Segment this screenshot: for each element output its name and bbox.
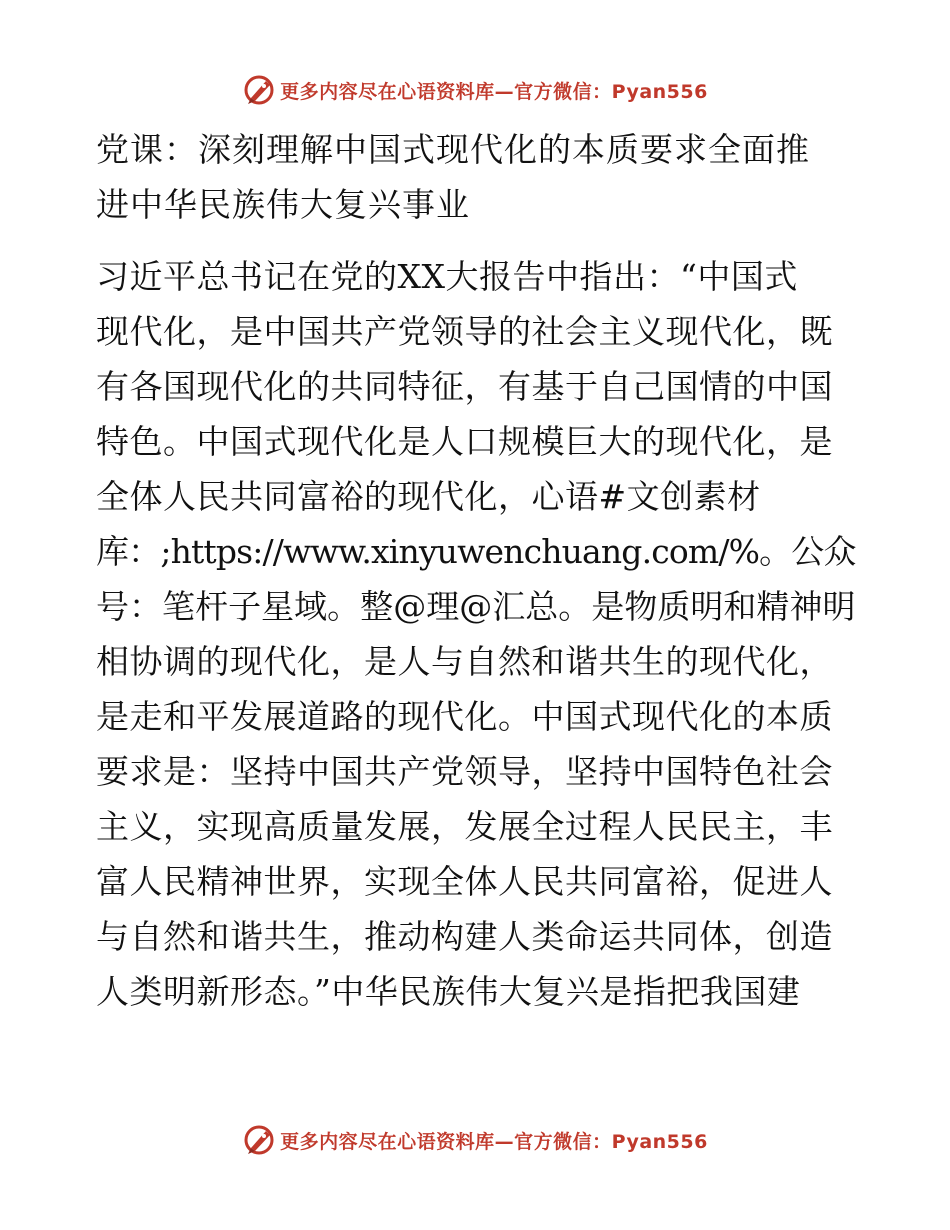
title-line: 党课：深刻理解中国式现代化的本质要求全面推	[96, 130, 810, 169]
header-banner	[0, 70, 950, 110]
document-title	[96, 122, 856, 232]
body-line: 号：笔杆子星域。整@理@汇总。是物质明和精神明	[96, 587, 856, 626]
banner-contact-text: 官方微信：Pyan556	[514, 80, 708, 103]
body-line: 是走和平发展道路的现代化。中国式现代化的本质	[96, 697, 833, 736]
body-line: 富人民精神世界，实现全体人民共同富裕，促进人	[96, 862, 833, 901]
body-line: 有各国现代化的共同特征，有基于自己国情的中国	[96, 367, 833, 406]
banner-dash: —	[494, 1130, 515, 1153]
pen-nib-circle-icon	[242, 1123, 276, 1157]
pen-nib-circle-icon	[242, 73, 276, 107]
body-line: 库：;https://www.xinyuwenchuang.com/%。公众	[96, 532, 856, 571]
body-line: 人类明新形态。”中华民族伟大复兴是指把我国建	[96, 972, 801, 1011]
body-line: 全体人民共同富裕的现代化，心语#文创素材	[96, 477, 761, 516]
document-body	[96, 249, 856, 1019]
banner-brand-text: 更多内容尽在心语资料库	[280, 1130, 495, 1153]
body-line: 相协调的现代化，是人与自然和谐共生的现代化，	[96, 642, 833, 681]
banner-brand-text: 更多内容尽在心语资料库	[280, 80, 495, 103]
body-line: 主义，实现高质量发展，发展全过程人民民主，丰	[96, 807, 833, 846]
body-line: 特色。中国式现代化是人口规模巨大的现代化，是	[96, 422, 833, 461]
banner-contact-text: 官方微信：Pyan556	[514, 1130, 708, 1153]
title-line: 进中华民族伟大复兴事业	[96, 185, 470, 224]
body-line: 习近平总书记在党的XX大报告中指出：“中国式	[96, 257, 798, 296]
footer-banner	[0, 1120, 950, 1160]
body-line: 现代化，是中国共产党领导的社会主义现代化，既	[96, 312, 833, 351]
body-line: 要求是：坚持中国共产党领导，坚持中国特色社会	[96, 752, 833, 791]
body-line: 与自然和谐共生，推动构建人类命运共同体，创造	[96, 917, 833, 956]
banner-dash: —	[494, 80, 515, 103]
